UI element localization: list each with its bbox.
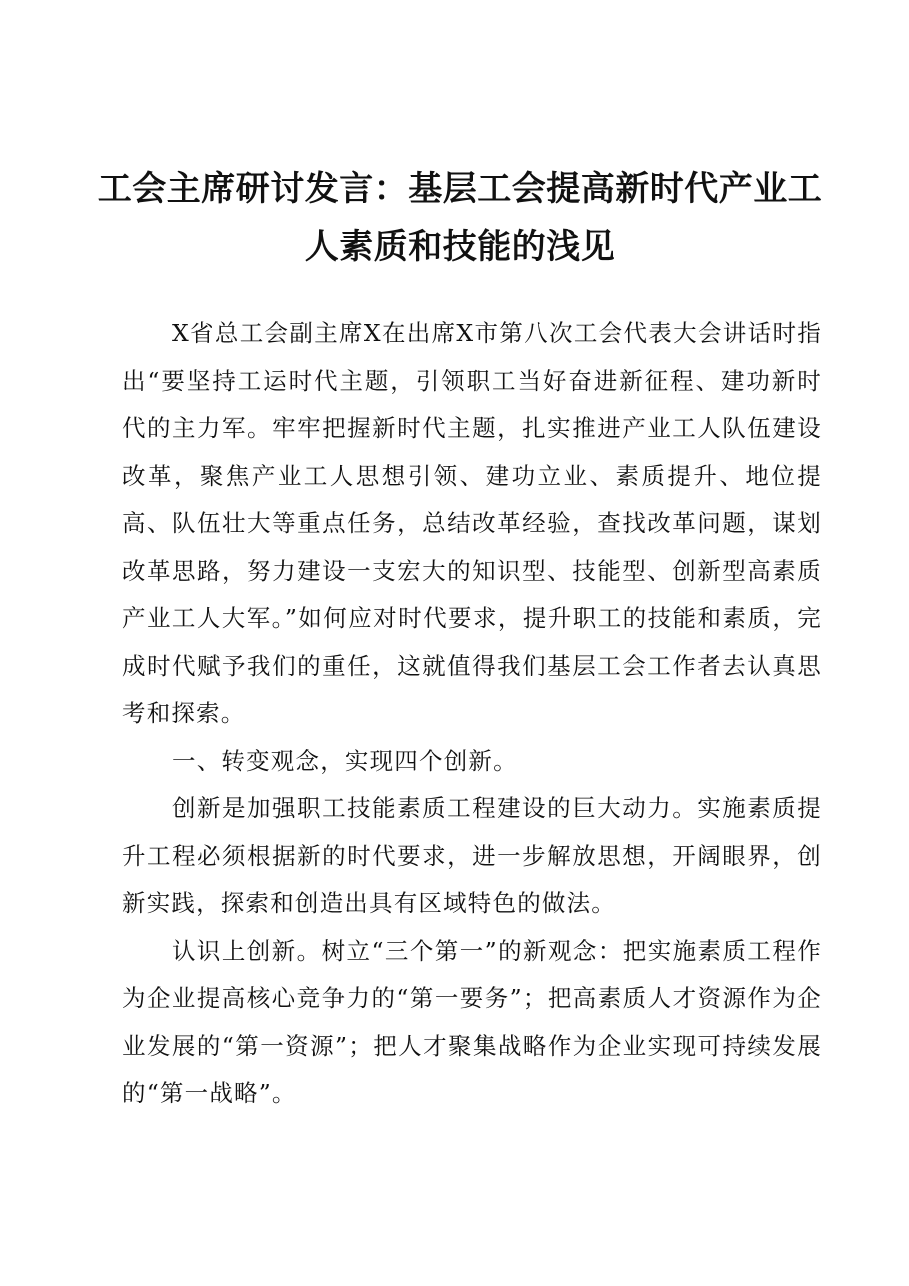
document-body: [122, 310, 822, 1118]
paragraph-innovation: 创新是加强职工技能素质工程建设的巨大动力。实施素质提升工程必须根据新的时代要求，进一步解放思想，开阔眼界，创新实践，探索和创造出具有区域特色的做法。: [122, 794, 822, 917]
paragraph-section-heading: 一、转变观念，实现四个创新。: [172, 746, 518, 775]
document-title: 工会主席研讨发言：基层工会提高新时代产业工人素质和技能的浅见: [97, 169, 823, 267]
paragraph-intro: X省总工会副主席X在出席X市第八次工会代表大会讲话时指出“要坚持工运时代主题，引领职工当好奋进新征程、建功新时代的主力军。牢牢把握新时代主题，扎实推进产业工人队伍建设改革，聚焦产业工人思想引领、建功立业、素质提升、地位提高、队伍壮大等重点任务，总结改革经验，查找改革问题，谋划改革思路，努力建设一支宏大的知识型、技能型、创新型高素质产业工人大军。”如何应对时代要求，提升职工的技能和素质，完成时代赋予我们的重任，这就值得我们基层工会工作者去认真思考和探索。: [122, 319, 822, 727]
paragraph-cognition-innovation: 认识上创新。树立“三个第一”的新观念：把实施素质工程作为企业提高核心竞争力的“第一要务”；把高素质人才资源作为企业发展的“第一资源”；把人才聚集战略作为企业实现可持续发展的“第一战略”。: [122, 936, 822, 1107]
